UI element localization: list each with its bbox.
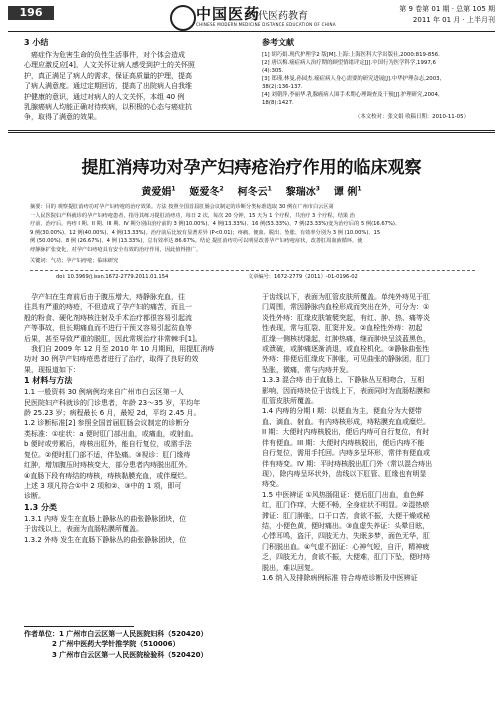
section-heading-summary: 3 小结	[24, 38, 49, 47]
text-line: 血、滴血、射血。有内痔核形成，痔粘膜充血或糜烂。	[262, 417, 430, 426]
text-line: 现），除内痔呈环状外，齿线以下肛管、肛缘也有明显	[262, 469, 427, 478]
text-line: 般的粉食、硬化剂痔核注射及手术治疗都很容易引起流	[24, 313, 192, 322]
text-line: 往具有严重的痔疮，不但造成了孕产妇的痛苦，而且一	[24, 303, 192, 312]
text-line: 心悸耳鸣，盗汗，四肢无力，失眠多梦，面色无华，肛	[262, 532, 430, 541]
text-line: 1.4 内痔的分期 I 期：以便血为主，便血分为大便带	[262, 407, 422, 416]
text-line: 1.3.1 内痔 发生在直肠上静脉丛的曲张静脉团块，位	[24, 514, 187, 523]
header-rule	[8, 31, 495, 32]
article-code: 文章编号：1672-2779（2011）-01-0196-02	[248, 274, 358, 280]
doi: doi: 10.3969/j.issn.1672-2779.2011.01.154	[56, 274, 169, 280]
text-line: 红，肛门作痒，大便不畅，全身症状不明显。②湿热瘀	[262, 501, 430, 510]
text-line: 肛管皮肤所覆盖。	[262, 397, 318, 406]
author-list	[0, 183, 503, 198]
keywords: 关键词：气功；孕产妇痔疮；临床研究	[30, 257, 119, 264]
text-line: 了病人满意度。通过定期回访，提高了出院病人自我维	[24, 82, 192, 91]
text-line: 护，真正满足了病人的需求，保证高质量的护理，提高	[24, 71, 192, 80]
author-affiliation-mark: 2	[219, 185, 224, 193]
reference-item: [4] 刘朝萍,李丽华.乳腺癌病人围手术期心理调查及干预[J].护理研究,2004,	[262, 92, 440, 98]
issue-info	[399, 4, 495, 26]
author-name: 姬爱冬	[189, 187, 220, 198]
author-affiliation-mark: 1	[357, 185, 362, 193]
affiliations	[24, 629, 208, 660]
author-name: 黎瑞冰	[285, 187, 316, 198]
text-line: 乏，四肢无力，食欲不振，大便难，肛门下坠，便时痔	[262, 553, 430, 562]
issue-line-1: 第 9 卷第 01 期 · 总第 105 期	[399, 5, 495, 13]
text-line: 于齿线以下，表面为肛管皮肤所覆盖。单纯外痔见于肛	[262, 293, 430, 301]
text-line: 滞证：肛门肿胀，口干口苦，食欲不振，大便干燥或秘	[262, 511, 430, 520]
reference-item: [1] 胡巧娟.现代护理学2 版[M].上海:上海医科大学出版社,2000:819-856.	[262, 52, 440, 58]
issue-line-2: 2011 年 01 月 · 上半月刊	[412, 16, 495, 24]
article-title: 提肛消痔功对孕产妇痔疮治疗作用的临床观察	[81, 158, 422, 178]
text-line: 1.5 中医辨证 ①风热肠阻证：便后肛门出血，血色鲜	[262, 490, 424, 499]
author-affiliation-mark: 1	[267, 185, 272, 193]
text-line: b 便时或劳累后，痔核出肛外，能自行复位，或需手法	[24, 440, 192, 449]
text-line: 类标准：①症状：a 便时肛门部出血，或痛血，或射血。	[24, 429, 198, 438]
text-line: 肛缘一侧核状隆起，红肿热痛，继而肿块呈淡蓝黑色，	[262, 334, 430, 343]
journal-name: 中国医药	[196, 5, 261, 23]
section-rule-top	[8, 130, 495, 131]
text-line: 后果，甚至导致严重的脱肛，因此常规治疗非常棘手[1]。	[24, 334, 202, 343]
section-heading: 1.3 分类	[24, 502, 57, 512]
affiliation-line: 2 广州中医药大学针推学院（510006）	[52, 640, 180, 649]
text-line: 诊断。	[24, 492, 45, 501]
text-line: 功对 30 例孕产妇痔疮患者进行了治疗，取得了良好的效	[24, 355, 199, 364]
journal-emblem-icon	[170, 5, 196, 31]
author-name: 谭 俐	[333, 187, 358, 198]
references-heading: 参考文献	[262, 38, 294, 47]
author-name: 柯冬云	[237, 187, 268, 198]
text-line: 脱出，难以回复。	[262, 563, 318, 572]
abstract-rule	[30, 270, 475, 271]
left-column	[24, 292, 214, 545]
text-line: 心理应激反应[4]，人文关怀让病人感受到护士的关怀照	[24, 61, 195, 70]
text-line: 争，取得了满意的效果。	[24, 113, 101, 122]
text-line: 痔变。	[262, 480, 283, 489]
reference-item: 18(8):1427.	[262, 100, 294, 106]
text-line: 伴有便血。III 期：大便时内痔核脱出，便后内痔不能	[262, 438, 425, 447]
text-line: 于齿线以上，表面为直肠粘膜所覆盖。	[24, 525, 143, 534]
reference-item: (4):305.	[262, 68, 284, 74]
text-line: 门周围，常因静脉内血栓形成而突出在外，可分为：①	[262, 303, 430, 312]
reference-item: 38(2):136-137.	[262, 84, 303, 90]
text-line: 1.2 诊断标准[2] 参照全国首届肛肠会议制定的诊断分	[24, 419, 190, 428]
page-number: 196	[8, 6, 54, 20]
text-line: 影响，因而痔块位于齿线上下，表面同时为直肠粘膜和	[262, 386, 430, 395]
text-line: 孕产妇在生育前后由于腹压增大，痔静脉充血，往	[31, 293, 185, 301]
author-affiliation-mark: 1	[171, 185, 176, 193]
text-line: 伴有痔变。IV 期：平时痔核脱出肛门外（常以混合痔出	[262, 459, 433, 468]
right-column	[262, 292, 432, 583]
text-line: 炎性外痔：肛缘皮肤皱襞突起，有红、肿、热、痛等炎	[262, 313, 430, 322]
section-heading: 1 材料与方法	[24, 376, 73, 386]
abstract-line: 疗前、治疗后，内痔 I 期、II 期、III 期、IV 期分别由治疗前的 3 例(10.00%)、4 例(13.33%)、16 例(53.33%)、7 例(23.33%)变为治疗后的 5 例(16.67%)、	[30, 221, 401, 228]
text-line: 龄 25.23 岁；病程最长 6 月，最短 2d，平均 2.45 月。	[24, 409, 201, 418]
text-line: 癌症作为危害生命的负性生活事件，对个体会造成	[31, 51, 185, 59]
text-line: ④直肠下段有痔结的痔核，痔核黏膜充血，或伴糜烂。	[24, 471, 192, 480]
abstract-line: 摘要：目的 观察提肛消痔功对孕产妇痔疮的治疗效果。方法 按照全国首届肛肠会议制定的诊断分类标准选取 30 例在广州市白云区第	[30, 204, 334, 210]
text-line: 结，小便色黄，便时痛出。③血虚失养证：头晕目眩，	[262, 521, 430, 530]
footnote-rule	[24, 626, 134, 627]
text-line: 上述 3 项凡符合①中 2 项和②、③中的 1 项，即可	[24, 481, 182, 490]
reference-item: [3] 郑瑾,林曼,孙园杰.癌症病人身心需要的研究进展[J].中华护理杂志,2003,	[262, 76, 442, 82]
text-line: II 期：大便时内痔核脱出，便后内痔可自行复位，有时	[262, 428, 430, 437]
text-line: 我们自 2009 年 12 月至 2010 年 10 月期间，用提肛消痔	[31, 345, 215, 354]
text-line: 果，现报道如下：	[24, 365, 80, 374]
text-line: 民医院妇产科就诊的门诊患者，年龄 23～35 岁，平均年	[24, 398, 201, 407]
abstract-block	[30, 203, 475, 265]
abstract-line: 例 (50.00%)、8 例 (26.67%)、4 例 (13.33%)，总有效率达 86.67%。结论 提肛消痔功可以明显改善孕产妇痔疮症状，改善肛周血液循环，使	[30, 238, 363, 245]
text-line: 或溃破，或肿痛逐渐消退，或血栓机化。③静脉曲张性	[262, 345, 430, 354]
author-affiliation-mark: 3	[315, 185, 320, 193]
section-rule-top-2	[8, 132, 495, 133]
affiliation-line: 作者单位：1 广州市白云区第一人民医院妇科（520420）	[24, 630, 208, 638]
text-line: 1.1 一般资料 30 例病例均来自广州市白云区第一人	[24, 388, 184, 397]
text-line: 红肿，增加腹压时痔核变大，部分患者内痔脱出肛外。	[24, 461, 192, 470]
reference-item: [2] 唐以梅.癌症病人治疗期的顾望情绪评定[J].中国行为医学科学,1997,6	[262, 60, 436, 66]
text-line: 1.3.2 外痔 发生在直肠下静脉丛的曲张静脉团块，位	[24, 535, 187, 544]
journal-english-name: CHINESE MODERN MEDICINE DISTANCE EDUCATION OF CHINA	[196, 22, 336, 27]
text-line: 自行复位，需用手托回。内痔多呈环形，常伴有便血或	[262, 449, 430, 458]
text-line: 护健康的意识，通过对病人的人文关怀，本组 40 例	[24, 92, 185, 101]
editor-note: （本文校对：张文娟 收稿日期：2010-11-05）	[355, 114, 469, 120]
text-line: 复位。②便时肛门部不适，伴坠痛。③视诊：肛门缘痔	[24, 450, 191, 459]
text-line: 产等事故，但长期痛血而不进行干预又容易引起贫血等	[24, 324, 192, 333]
abstract-line: 9 例(30.00%)、12 例(40.00%)、4 例(13.33%)。治疗前后比较有显著差异 (P<0.01)；疼痛、便血、脱出、坠胀、有效率分别为 3 例 (10.00%)、15	[30, 229, 381, 236]
text-line: 性表现，常与肛裂、肛窦并发。②血栓性外痔：初起	[262, 324, 423, 333]
summary-text	[24, 50, 195, 123]
author-name: 黄爱娟	[141, 187, 172, 198]
text-line: 门积脱出血。④气虚不固证：心神气短，自汗，精神疲	[262, 542, 430, 551]
journal-logo	[170, 3, 336, 29]
references-list	[262, 51, 441, 107]
text-line: 坠胀，微痛，常与内痔并发。	[262, 365, 353, 374]
text-line: 1.6 纳入及排除病例标准 符合痔疮诊断及中医辨证	[262, 573, 418, 582]
abstract-line: 一人民医院妇产科就诊的孕产妇痔疮患者，指导其练习提肛消痔功，每日 2 次，每次 20 分钟，15 天为 1 个疗程，共治疗 3 个疗程。结果 治	[30, 212, 355, 219]
text-line: 乳腺癌病人均能正确对待疾病，以积极的心态与癌症抗	[24, 103, 192, 112]
text-line: 1.3.3 混合痔 由于直肠上、下静脉丛互相吻合，互相	[262, 376, 425, 385]
affiliation-line: 3 广州市白云区第一人民医院检验科（520420）	[52, 650, 208, 659]
text-line: 外痔：排便后肛缘皮下肿胀，可见曲张的静脉团，肛门	[262, 355, 430, 364]
abstract-line: 痔静脉扩张变化，对孕产妇痔疮具有安全有效的治疗作用，因此值得推广。	[30, 246, 202, 253]
journal-name-suffix: 现代医药教育	[248, 11, 308, 22]
